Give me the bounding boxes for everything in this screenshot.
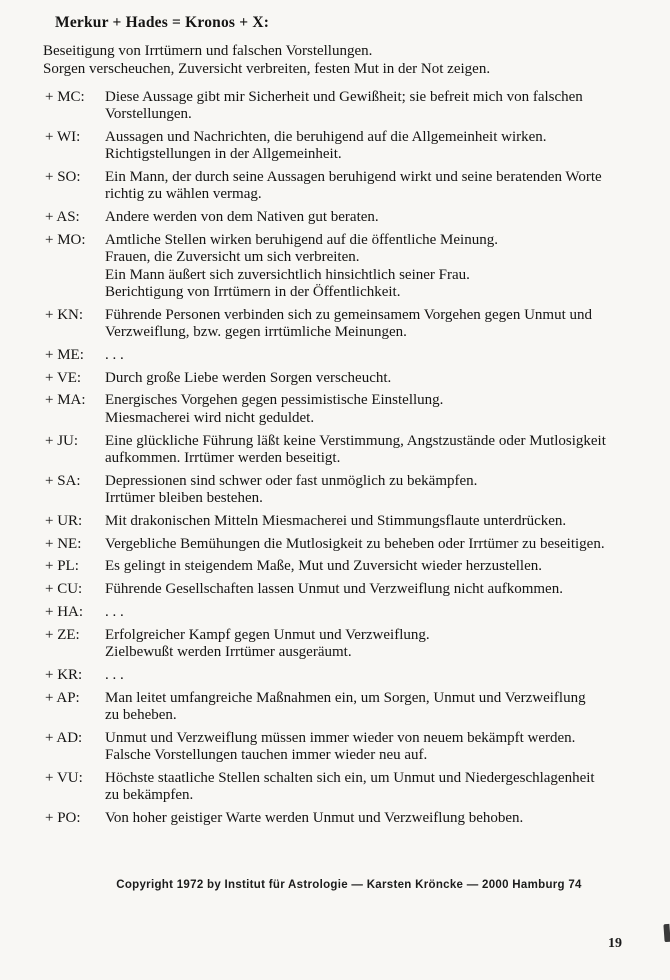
entry-text-line: Mit drakonischen Mitteln Miesmacherei und Stimmungsflaute unterdrücken. bbox=[105, 512, 567, 529]
entry-row bbox=[45, 536, 670, 553]
entry-text bbox=[105, 347, 653, 364]
entry-text-line: Zielbewußt werden Irrtümer ausgeräumt. bbox=[105, 644, 352, 661]
entry-row bbox=[45, 129, 670, 164]
entry-text bbox=[105, 129, 653, 164]
entry-label: + HA: bbox=[45, 603, 84, 620]
entry-text-line: . . . bbox=[105, 603, 124, 620]
entry-text-line: Miesmacherei wird nicht geduldet. bbox=[105, 409, 315, 426]
entry-list bbox=[0, 89, 670, 827]
entry-label: + AS: bbox=[45, 209, 80, 226]
entry-label: + ME: bbox=[45, 346, 84, 363]
entry-label: + CU: bbox=[45, 581, 83, 598]
entry-label: + KN: bbox=[45, 306, 84, 323]
entry-label: + PO: bbox=[45, 809, 81, 826]
entry-row bbox=[45, 473, 670, 508]
entry-text bbox=[105, 667, 653, 684]
entry-label: + SO: bbox=[45, 169, 81, 186]
entry-text-line: Erfolgreicher Kampf gegen Unmut und Verzweiflung. bbox=[105, 626, 430, 643]
entry-text bbox=[105, 473, 653, 508]
entry-row bbox=[45, 232, 670, 301]
entry-row bbox=[45, 209, 670, 226]
entry-text-line: zu bekämpfen. bbox=[105, 787, 194, 804]
entry-label: + MC: bbox=[45, 89, 85, 105]
entry-text-line: . . . bbox=[105, 346, 124, 363]
entry-label: + MO: bbox=[45, 232, 86, 249]
entry-row bbox=[45, 392, 670, 427]
entry-text-line: Irrtümer bleiben bestehen. bbox=[105, 489, 263, 506]
entry-text-line: richtig zu wählen vermag. bbox=[105, 186, 262, 203]
entry-row bbox=[45, 370, 670, 387]
entry-label: + UR: bbox=[45, 512, 83, 529]
entry-row bbox=[45, 433, 670, 468]
entry-text bbox=[105, 307, 653, 342]
entry-text-line: Berichtigung von Irrtümern in der Öffentlichkeit. bbox=[105, 283, 401, 300]
entry-row bbox=[45, 513, 670, 530]
entry-row bbox=[45, 770, 670, 805]
entry-text-line: Führende Gesellschaften lassen Unmut und Verzweiflung nicht aufkommen. bbox=[105, 581, 563, 598]
entry-row bbox=[45, 810, 670, 827]
entry-text-line: Diese Aussage gibt mir Sicherheit und Gewißheit; sie befreit mich von falschen bbox=[105, 89, 583, 105]
entry-text bbox=[105, 370, 653, 387]
entry-row bbox=[45, 730, 670, 765]
entry-text-line: . . . bbox=[105, 666, 124, 683]
entry-text-line: Vorstellungen. bbox=[105, 106, 192, 123]
entry-label: + SA: bbox=[45, 472, 81, 489]
entry-text bbox=[105, 730, 653, 765]
entry-text-line: Aussagen und Nachrichten, die beruhigend auf die Allgemeinheit wirken. bbox=[105, 129, 547, 146]
entry-row bbox=[45, 581, 670, 598]
entry-text-line: Unmut und Verzweiflung müssen immer wieder von neuem bekämpft werden. bbox=[105, 729, 576, 746]
entry-text-line: aufkommen. Irrtümer werden beseitigt. bbox=[105, 449, 341, 466]
entry-text-line: Energisches Vorgehen gegen pessimistische Einstellung. bbox=[105, 392, 444, 409]
entry-row bbox=[45, 667, 670, 684]
entry-text-line: Durch große Liebe werden Sorgen verscheucht. bbox=[105, 369, 392, 386]
intro-line: Sorgen verscheuchen, Zuversicht verbreiten, festen Mut in der Not zeigen. bbox=[43, 60, 491, 77]
entry-text-line: Von hoher geistiger Warte werden Unmut und Verzweiflung behoben. bbox=[105, 809, 524, 826]
entry-text bbox=[105, 627, 653, 662]
entry-text-line: Es gelingt in steigendem Maße, Mut und Zuversicht wieder herzustellen. bbox=[105, 558, 542, 575]
entry-row bbox=[45, 558, 670, 575]
entry-text-line: Richtigstellungen in der Allgemeinheit. bbox=[105, 146, 342, 163]
entry-text bbox=[105, 810, 653, 827]
entry-row bbox=[45, 690, 670, 725]
entry-label: + NE: bbox=[45, 535, 82, 552]
entry-text bbox=[105, 536, 653, 553]
entry-text-line: Ein Mann, der durch seine Aussagen beruhigend wirkt und seine beratenden Worte bbox=[105, 169, 602, 186]
entry-text-line: Frauen, die Zuversicht um sich verbreiten. bbox=[105, 249, 360, 266]
entry-label: + PL: bbox=[45, 558, 79, 575]
page-title: Merkur + Hades = Kronos + X: bbox=[55, 14, 270, 31]
entry-row bbox=[45, 307, 670, 342]
intro-paragraph bbox=[43, 43, 670, 78]
entry-row bbox=[45, 604, 670, 621]
entry-text-line: Ein Mann äußert sich zuversichtlich hinsichtlich seiner Frau. bbox=[105, 266, 470, 283]
entry-text bbox=[105, 89, 653, 124]
entry-text bbox=[105, 690, 653, 725]
entry-text-line: Höchste staatliche Stellen schalten sich ein, um Unmut und Niedergeschlagenheit bbox=[105, 769, 595, 786]
entry-text bbox=[105, 433, 653, 468]
entry-row bbox=[45, 347, 670, 364]
entry-text bbox=[105, 513, 653, 530]
entry-label: + WI: bbox=[45, 129, 81, 146]
scan-artifact-mark bbox=[663, 924, 670, 942]
entry-text-line: zu beheben. bbox=[105, 706, 177, 723]
entry-row bbox=[45, 627, 670, 662]
entry-text-line: Falsche Vorstellungen tauchen immer wieder neu auf. bbox=[105, 747, 428, 763]
entry-label: + MA: bbox=[45, 392, 86, 409]
entry-text-line: Depressionen sind schwer oder fast unmöglich zu bekämpfen. bbox=[105, 472, 478, 489]
entry-text bbox=[105, 232, 653, 301]
entry-label: + AP: bbox=[45, 689, 80, 706]
entry-row bbox=[45, 169, 670, 204]
entry-text bbox=[105, 392, 653, 427]
entry-label: + JU: bbox=[45, 432, 79, 449]
intro-line: Beseitigung von Irrtümern und falschen Vorstellungen. bbox=[43, 43, 373, 59]
entry-text bbox=[105, 209, 653, 226]
entry-label: + VE: bbox=[45, 369, 82, 386]
entry-text-line: Führende Personen verbinden sich zu gemeinsamem Vorgehen gegen Unmut und bbox=[105, 306, 592, 323]
entry-text bbox=[105, 604, 653, 621]
entry-text-line: Amtliche Stellen wirken beruhigend auf die öffentliche Meinung. bbox=[105, 232, 498, 249]
entry-label: + VU: bbox=[45, 769, 83, 786]
entry-text bbox=[105, 169, 653, 204]
entry-text-line: Eine glückliche Führung läßt keine Verstimmung, Angstzustände oder Mutlosigkeit bbox=[105, 432, 606, 449]
entry-text-line: Vergebliche Bemühungen die Mutlosigkeit zu beheben oder Irrtümer zu beseitigen. bbox=[105, 535, 605, 552]
entry-text-line: Andere werden von dem Nativen gut beraten. bbox=[105, 209, 379, 226]
page-number: 19 bbox=[608, 936, 622, 951]
entry-text bbox=[105, 558, 653, 575]
entry-text bbox=[105, 581, 653, 598]
entry-text bbox=[105, 770, 653, 805]
entry-label: + KR: bbox=[45, 666, 83, 683]
entry-text-line: Verzweiflung, bzw. gegen irrtümliche Meinungen. bbox=[105, 324, 407, 341]
entry-label: + AD: bbox=[45, 729, 83, 746]
entry-row bbox=[45, 89, 670, 124]
entry-text-line: Man leitet umfangreiche Maßnahmen ein, um Sorgen, Unmut und Verzweiflung bbox=[105, 689, 586, 706]
copyright-line: Copyright 1972 by Institut für Astrologie — Karsten Kröncke — 2000 Hamburg 74 bbox=[116, 879, 582, 892]
entry-label: + ZE: bbox=[45, 626, 80, 643]
